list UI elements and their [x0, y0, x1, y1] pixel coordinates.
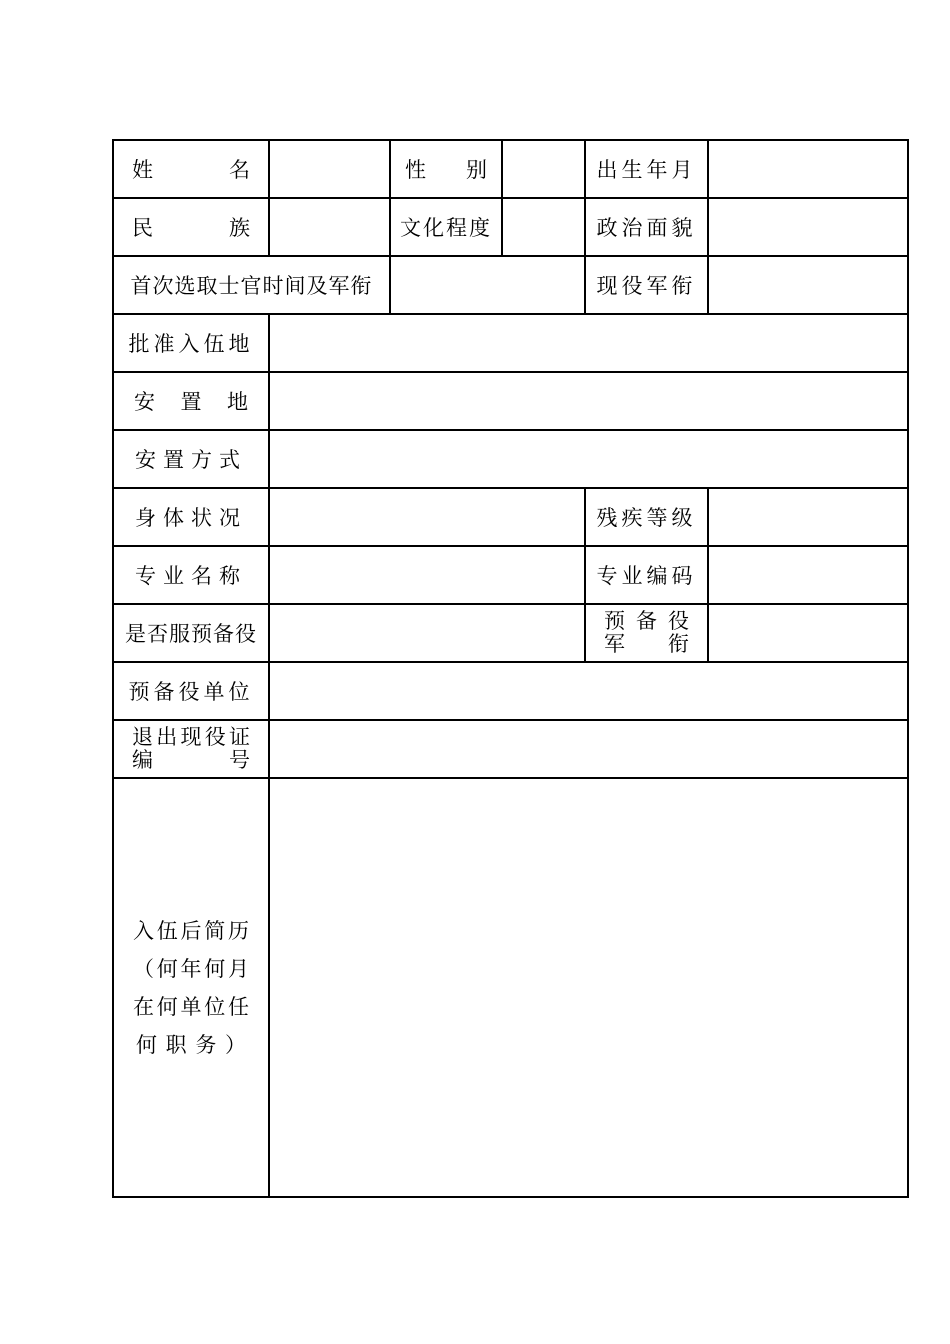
- resume-label-cell: [114, 779, 270, 1196]
- resettle-mode-label: 安置方式: [135, 448, 247, 472]
- resume-char: 单: [180, 994, 202, 1019]
- gender-label-char: 别: [466, 158, 487, 182]
- birth-label-cell: [586, 141, 709, 199]
- disability-value-cell[interactable]: [709, 489, 907, 547]
- resume-char: ）: [224, 1032, 246, 1057]
- certificate-char: 编: [132, 748, 153, 772]
- certificate-char: 证: [229, 725, 250, 749]
- resume-char: 何: [156, 994, 178, 1019]
- education-value-cell[interactable]: [503, 199, 586, 257]
- resettle-mode-label-cell: [114, 431, 270, 489]
- reserve-rank-char: 役: [668, 609, 689, 633]
- resume-char: 伍: [156, 918, 178, 943]
- certificate-char: 现: [180, 725, 202, 749]
- reserve-value-cell[interactable]: [270, 605, 586, 663]
- resume-value-cell[interactable]: [270, 779, 907, 1196]
- gender-value-cell[interactable]: [503, 141, 586, 199]
- resettle-place-label-cell: [114, 373, 270, 431]
- reserve-label-cell: [114, 605, 270, 663]
- resume-char: 入: [133, 918, 154, 943]
- reserve-rank-char: 军: [604, 632, 625, 656]
- reserve-unit-value-cell[interactable]: [270, 663, 907, 721]
- political-label: 政治面貌: [596, 216, 697, 240]
- name-value-cell[interactable]: [270, 141, 391, 199]
- specialty-value-cell[interactable]: [270, 547, 586, 605]
- resume-char: 月: [228, 956, 249, 981]
- disability-label-cell: [586, 489, 709, 547]
- reserve-rank-char: 衔: [668, 632, 689, 656]
- health-value-cell[interactable]: [270, 489, 586, 547]
- resume-char: 务: [195, 1032, 217, 1057]
- resume-char: 简: [204, 918, 226, 943]
- political-label-cell: [586, 199, 709, 257]
- certificate-char: 役: [204, 725, 226, 749]
- resettle-place-label-char: 安: [134, 390, 155, 414]
- certificate-value-cell[interactable]: [270, 721, 907, 779]
- resume-char: 职: [165, 1032, 187, 1057]
- reserve-unit-label-cell: [114, 663, 270, 721]
- resettle-place-value-cell[interactable]: [270, 373, 907, 431]
- resume-char: 何: [136, 1032, 157, 1057]
- resume-char: 何: [156, 956, 178, 981]
- health-label-cell: [114, 489, 270, 547]
- ethnic-value-cell[interactable]: [270, 199, 391, 257]
- certificate-char: 号: [229, 748, 250, 772]
- certificate-char: 出: [156, 725, 178, 749]
- reserve-rank-label-line-2: [604, 633, 689, 656]
- health-label: 身体状况: [135, 506, 247, 530]
- ethnic-label-char: 民: [132, 216, 153, 240]
- name-label-cell: [114, 141, 270, 199]
- first-nco-label-cell: [114, 257, 391, 315]
- specialty-code-label: 专业编码: [596, 564, 697, 588]
- resume-label-line-3: [133, 988, 249, 1026]
- first-nco-label: 首次选取士官时间及军衔: [130, 274, 373, 298]
- resume-char: 位: [204, 994, 226, 1019]
- resume-label-line-1: [133, 912, 249, 950]
- resume-char: 任: [228, 994, 249, 1019]
- reserve-rank-char: 备: [636, 609, 657, 633]
- enlist-place-label-cell: [114, 315, 270, 373]
- first-nco-value-cell[interactable]: [391, 257, 586, 315]
- resettle-place-label-char: 地: [227, 390, 248, 414]
- resume-char: 何: [204, 956, 226, 981]
- ethnic-label-cell: [114, 199, 270, 257]
- ethnic-label-char: 族: [229, 216, 250, 240]
- resettle-place-label-char: 置: [180, 390, 202, 414]
- birth-label: 出生年月: [596, 158, 697, 182]
- specialty-code-value-cell[interactable]: [709, 547, 907, 605]
- enlist-place-label: 批准入伍地: [128, 332, 254, 356]
- enlist-place-value-cell[interactable]: [270, 315, 907, 373]
- certificate-label-line-2: [132, 749, 250, 772]
- reserve-rank-label-line-1: [604, 610, 689, 633]
- name-label-char: 名: [229, 158, 250, 182]
- current-rank-label: 现役军衔: [596, 274, 697, 298]
- gender-label-cell: [391, 141, 503, 199]
- specialty-code-label-cell: [586, 547, 709, 605]
- resume-label-line-2: [133, 950, 249, 988]
- current-rank-value-cell[interactable]: [709, 257, 907, 315]
- specialty-label-cell: [114, 547, 270, 605]
- reserve-rank-label-cell: [586, 605, 709, 663]
- veteran-info-form: [112, 139, 909, 1198]
- education-label: 文化程度: [400, 216, 492, 240]
- birth-value-cell[interactable]: [709, 141, 907, 199]
- resume-char: （: [133, 956, 154, 981]
- resettle-mode-value-cell[interactable]: [270, 431, 907, 489]
- reserve-unit-label: 预备役单位: [128, 680, 254, 704]
- resume-char: 年: [180, 956, 202, 981]
- certificate-label-line-1: [132, 726, 250, 749]
- current-rank-label-cell: [586, 257, 709, 315]
- name-label-char: 姓: [132, 158, 153, 182]
- resume-char: 后: [180, 918, 202, 943]
- resume-char: 历: [228, 918, 249, 943]
- specialty-label: 专业名称: [135, 564, 247, 588]
- resume-char: 在: [133, 994, 154, 1019]
- reserve-label: 是否服预备役: [125, 622, 257, 646]
- resume-label-line-4: [136, 1026, 246, 1064]
- gender-label-char: 性: [405, 158, 426, 182]
- political-value-cell[interactable]: [709, 199, 907, 257]
- certificate-label-cell: [114, 721, 270, 779]
- reserve-rank-char: 预: [604, 609, 625, 633]
- reserve-rank-value-cell[interactable]: [709, 605, 907, 663]
- disability-label: 残疾等级: [596, 506, 697, 530]
- education-label-cell: [391, 199, 503, 257]
- certificate-char: 退: [132, 725, 153, 749]
